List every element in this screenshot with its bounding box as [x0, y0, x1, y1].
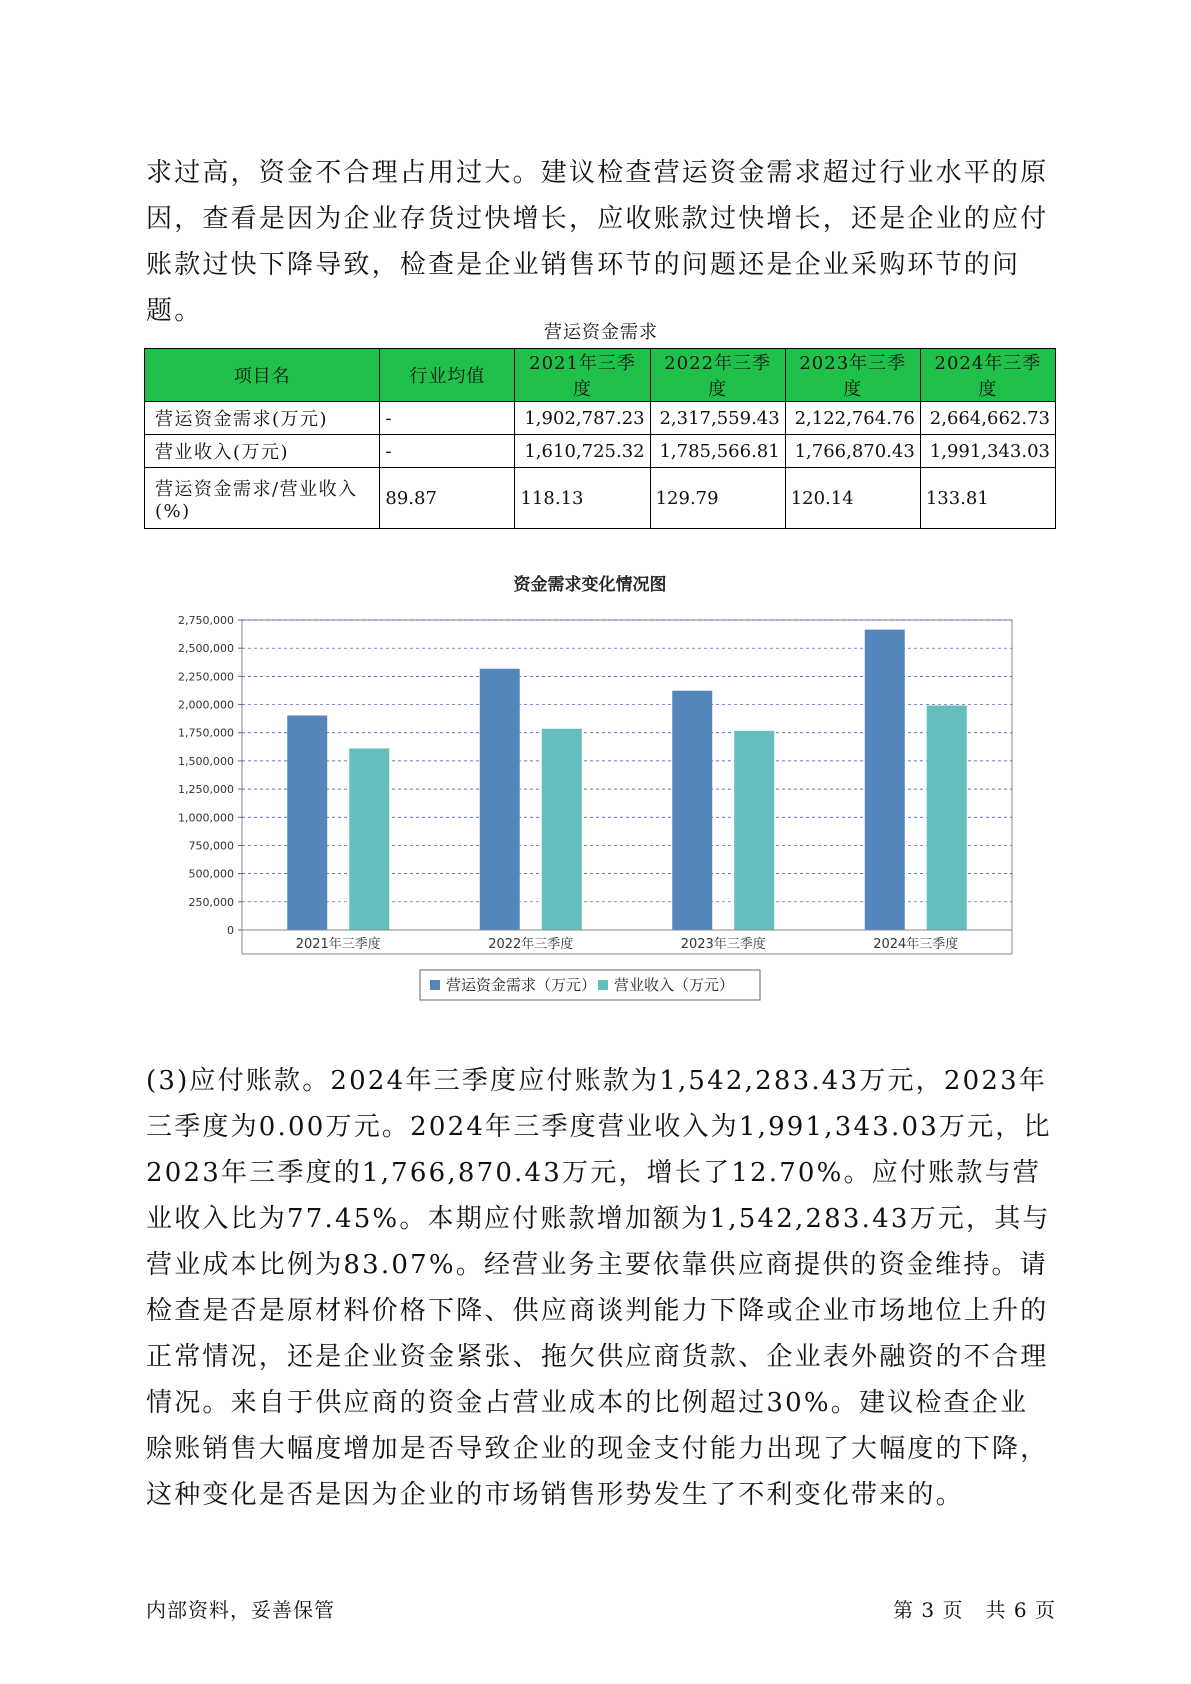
table-row: [145, 402, 1056, 435]
body-paragraph-1: 求过高，资金不合理占用过大。建议检查营运资金需求超过行业水平的原因，查看是因为企业存货过快增长，应收账款过快增长，还是企业的应付账款过快下降导致，检查是企业销售环节的问题还是企业采购环节的问题。: [146, 158, 1049, 326]
bar-revenue: [349, 748, 389, 930]
body-paragraph-2: (3)应付账款。2024年三季度应付账款为1,542,283.43万元，2023年三季度为0.00万元。2024年三季度营业收入为1,991,343.03万元，比2023年三季度的1,766,870.43万元，增长了12.70%。应付账款与营业收入比为77.45%。本期应付账款增加额为1,542,283.43万元，其与营业成本比例为83.07%。经营业务主要依靠供应商提供的资金维持。请检查是否是原材料价格下降、供应商谈判能力下降或企业市场地位上升的正常情况，还是企业资金紧张、拖欠供应商货款、企业表外融资的不合理情况。来自于供应商的资金占营业成本的比例超过30%。建议检查企业赊账销售大幅度增加是否导致企业的现金支付能力出现了大幅度的下降，这种变化是否是因为企业的市场销售形势发生了不利变化带来的。: [146, 1066, 1052, 1510]
legend-swatch-revenue: [598, 980, 608, 990]
y-tick-label: 2,000,000: [178, 698, 234, 712]
bar-chart: [150, 560, 1030, 1020]
row-label: 营业收入(万元): [145, 435, 380, 468]
legend-label-revenue: 营业收入（万元）: [614, 976, 735, 994]
table-cell: 2,664,662.73: [920, 402, 1055, 435]
y-tick-label: 0: [227, 924, 234, 937]
x-tick-label: 2022年三季度: [488, 937, 574, 952]
footer-page-number: 第 3 页 共 6 页: [893, 1598, 1056, 1622]
row-label: 营运资金需求/营业收入(%): [145, 468, 380, 529]
y-tick-label: 250,000: [188, 895, 234, 909]
chart-title: 资金需求变化情况图: [513, 575, 667, 595]
y-axis-ticks: [178, 614, 242, 937]
table-cell: 1,902,787.23: [515, 402, 650, 435]
table-cell: 120.14: [785, 468, 920, 529]
table-cell: 89.87: [380, 468, 515, 529]
bar-revenue: [734, 731, 774, 930]
table-cell: 1,610,725.32: [515, 435, 650, 468]
table-cell: 1,766,870.43: [785, 435, 920, 468]
table-header-row: [145, 349, 1056, 402]
table-row: [145, 468, 1056, 529]
header-2023q3: 2023年三季度: [785, 349, 920, 402]
table-cell: 1,991,343.03: [920, 435, 1055, 468]
row-label: 营运资金需求(万元): [145, 402, 380, 435]
x-tick-label: 2021年三季度: [295, 937, 381, 952]
y-tick-label: 750,000: [188, 839, 234, 853]
working-capital-table: [144, 348, 1056, 529]
header-industry-avg: 行业均值: [380, 349, 515, 402]
table-row: [145, 435, 1056, 468]
header-2022q3: 2022年三季度: [650, 349, 785, 402]
table-cell: 118.13: [515, 468, 650, 529]
y-tick-label: 2,250,000: [178, 670, 234, 684]
y-tick-label: 1,750,000: [178, 726, 234, 740]
header-item-name: 项目名: [145, 349, 380, 402]
header-2024q3: 2024年三季度: [920, 349, 1055, 402]
bar-revenue: [542, 729, 582, 930]
bar-working-capital: [865, 630, 905, 930]
y-tick-label: 1,250,000: [178, 783, 234, 797]
bar-working-capital: [672, 691, 712, 930]
y-tick-label: 1,500,000: [178, 754, 234, 768]
y-tick-label: 1,000,000: [178, 811, 234, 825]
legend: [420, 970, 760, 1000]
legend-label-working-capital: 营运资金需求（万元）: [446, 976, 597, 994]
table-title: 营运资金需求: [544, 322, 658, 343]
y-tick-label: 500,000: [188, 867, 234, 881]
footer-confidential-note: 内部资料，妥善保管: [146, 1598, 335, 1622]
y-tick-label: 2,500,000: [178, 642, 234, 656]
table-cell: 133.81: [920, 468, 1055, 529]
x-tick-label: 2023年三季度: [680, 937, 766, 952]
header-2021q3: 2021年三季度: [515, 349, 650, 402]
table-cell: -: [380, 402, 515, 435]
table-cell: 129.79: [650, 468, 785, 529]
bar-working-capital: [287, 716, 327, 930]
legend-swatch-working-capital: [430, 980, 440, 990]
bar-working-capital: [480, 669, 520, 930]
x-tick-label: 2024年三季度: [873, 937, 959, 952]
y-tick-label: 2,750,000: [178, 614, 234, 627]
table-cell: 2,122,764.76: [785, 402, 920, 435]
table-cell: -: [380, 435, 515, 468]
bar-revenue: [927, 706, 967, 930]
table-cell: 2,317,559.43: [650, 402, 785, 435]
table-cell: 1,785,566.81: [650, 435, 785, 468]
